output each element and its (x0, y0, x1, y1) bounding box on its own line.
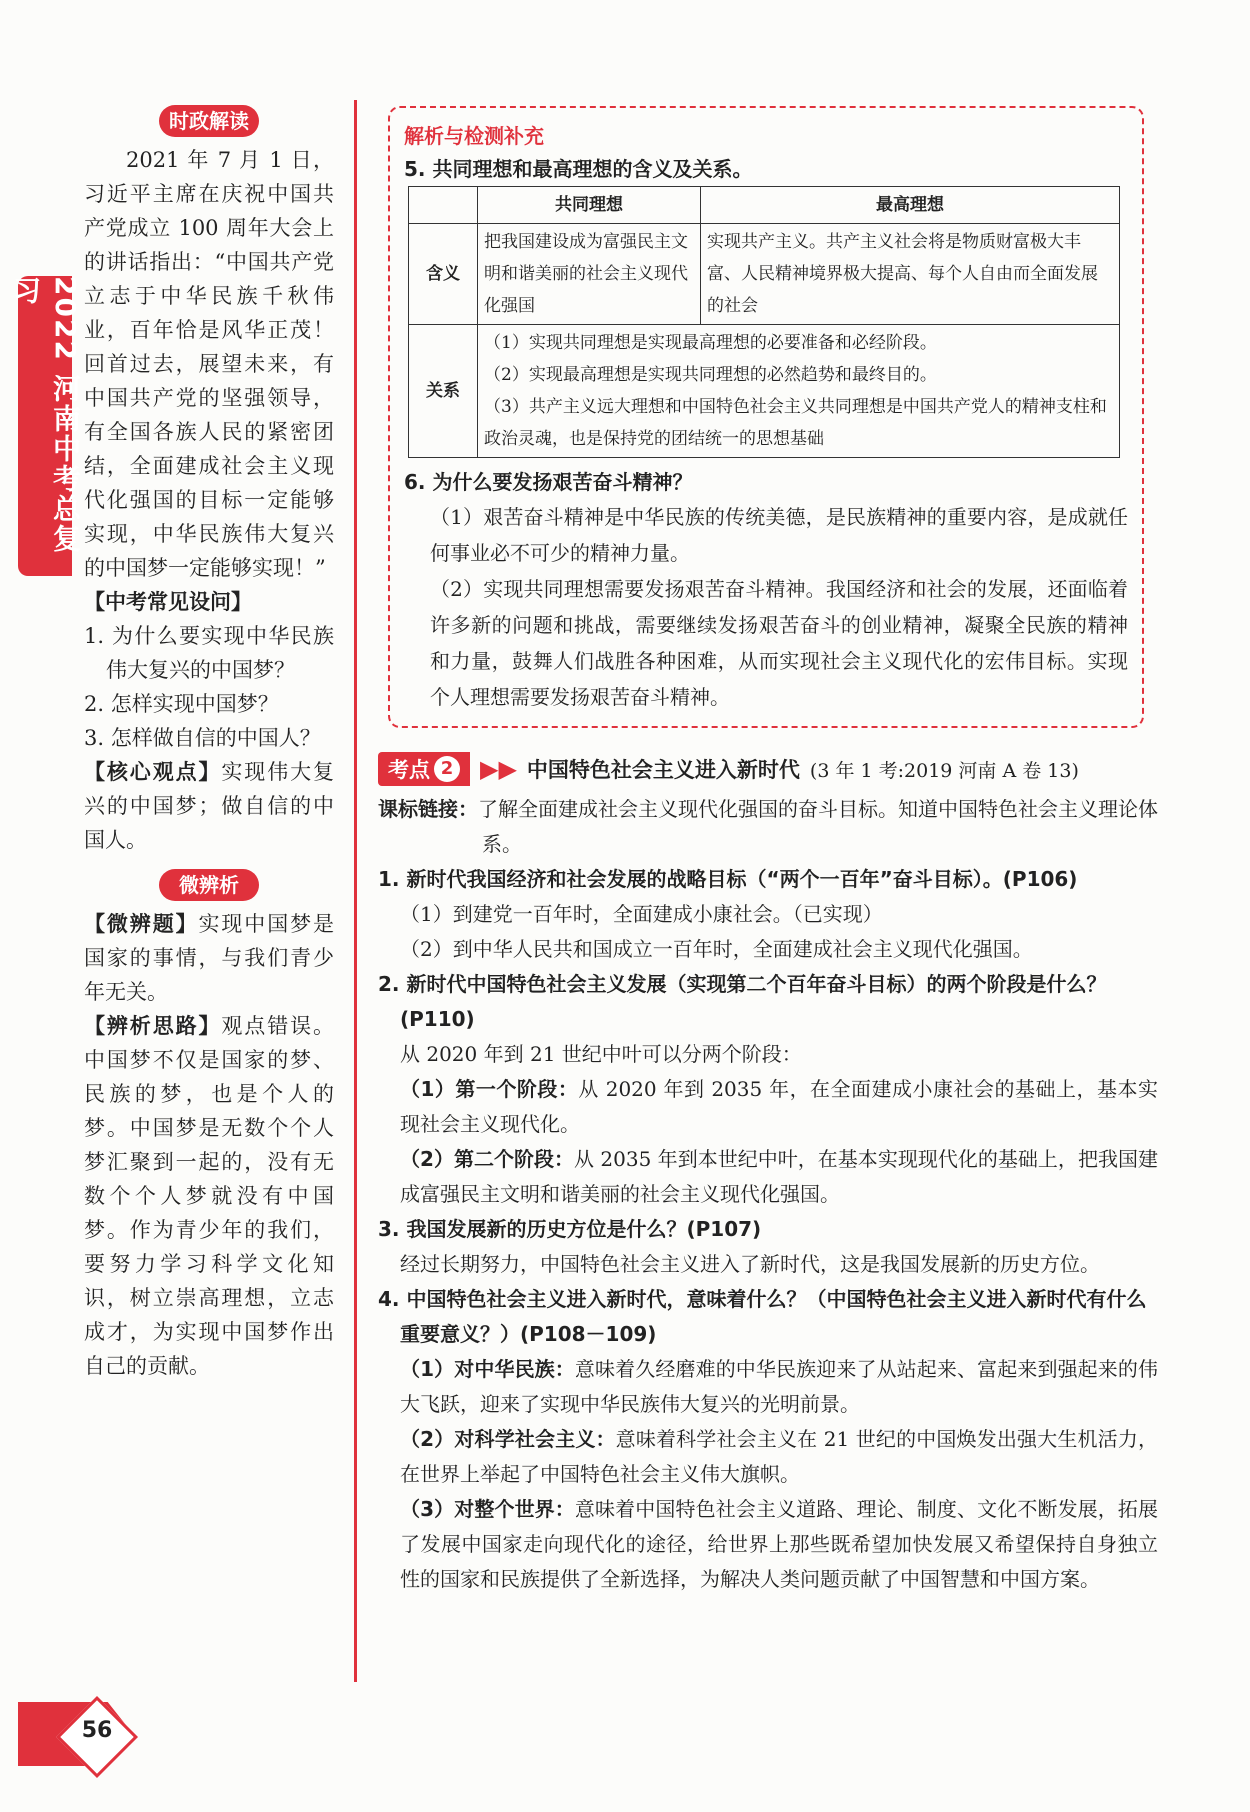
answer-line: （1）第一个阶段：从 2020 年到 2035 年，在全面建成小康社会的基础上，基本实现社会主义现代化。 (400, 1077, 1158, 1136)
answer-line: （2）对科学社会主义：意味着科学社会主义在 21 世纪的中国焕发出强大生机活力，在世界上举起了中国特色社会主义伟大旗帜。 (400, 1427, 1158, 1486)
page-number: 56 (81, 1718, 113, 1743)
kaodian-badge: 考点 2 (378, 752, 470, 786)
list-item: 2. 怎样实现中国梦？ (84, 692, 279, 716)
supplement-box (388, 106, 1144, 728)
table-header: 最高理想 (701, 187, 1120, 224)
list-item: 3. 怎样做自信的中国人？ (84, 726, 321, 750)
answer-6-2: （2）实现共同理想需要发扬艰苦奋斗精神。我国经济和社会的发展，还面临着许多新的问题和挑战，需要继续发扬艰苦奋斗的创业精神，凝聚全民族的精神和力量，鼓舞人们战胜各种困难，从而实现社会主义现代化的宏伟目标。实现个人理想需要发扬艰苦奋斗精神。 (430, 577, 1128, 709)
left-sidebar (84, 105, 334, 1383)
answer-line: 经过长期努力，中国特色社会主义进入了新时代，这是我国发展新的历史方位。 (400, 1252, 1100, 1276)
answer-line: （2）第二个阶段：从 2035 年到本世纪中叶，在基本实现现代化的基础上，把我国建成富强民主文明和谐美丽的社会主义现代化强国。 (400, 1147, 1158, 1206)
table-header-blank (409, 187, 478, 224)
row-label: 含义 (409, 224, 478, 325)
answer-line: （2）到中华人民共和国成立一百年时，全面建成社会主义现代化强国。 (400, 937, 1033, 961)
answer-6-1: （1）艰苦奋斗精神是中华民族的传统美德，是民族精神的重要内容，是成就任何事业必不可少的精神力量。 (430, 505, 1128, 565)
mini-question: 【微辨题】实现中国梦是国家的事情，与我们青少年无关。 (84, 912, 334, 1004)
question-4: 4. 中国特色社会主义进入新时代，意味着什么？（中国特色社会主义进入新时代有什么重要意义？）(P108－109) (378, 1287, 1147, 1346)
side-tab: 2022 河南中考总复习 (18, 276, 72, 576)
question-2: 2. 新时代中国特色社会主义发展（实现第二个百年奋斗目标）的两个阶段是什么？(P110) (378, 972, 1107, 1031)
news-badge: 时政解读 (159, 105, 259, 137)
column-divider (354, 100, 357, 1682)
analysis-thought: 【辨析思路】观点错误。中国梦不仅是国家的梦、民族的梦，也是个人的梦。中国梦是无数个个人梦汇聚到一起的，没有无数个个人梦就没有中国梦。作为青少年的我们，要努力学习科学文化知识，树立崇高理想，立志成才，为实现中国梦作出自己的贡献。 (84, 1014, 335, 1378)
answer-line: （3）对整个世界：意味着中国特色社会主义道路、理论、制度、文化不断发展，拓展了发展中国家走向现代化的途径，给世界上那些既希望加快发展又希望保持自身独立性的国家和民族提供了全新选择，为解决人类问题贡献了中国智慧和中国方案。 (400, 1497, 1159, 1591)
answer-line: （1）到建党一百年时，全面建成小康社会。（已实现） (400, 902, 883, 926)
table-cell: 把我国建设成为富强民主文明和谐美丽的社会主义现代化强国 (478, 224, 701, 325)
row-label: 关系 (409, 325, 478, 458)
common-questions-title: 【中考常见设问】 (84, 590, 252, 614)
kaodian-title: 中国特色社会主义进入新时代 (526, 758, 800, 782)
table-header: 共同理想 (478, 187, 701, 224)
question-1: 1. 新时代我国经济和社会发展的战略目标（“两个一百年”奋斗目标）。(P106) (378, 867, 1078, 891)
answer-line: （1）对中华民族：意味着久经磨难的中华民族迎来了从站起来、富起来到强起来的伟大飞跃，迎来了实现中华民族伟大复兴的光明前景。 (400, 1357, 1159, 1416)
question-5: 5. 共同理想和最高理想的含义及关系。 (404, 157, 753, 181)
kaodian-header (378, 752, 1158, 786)
curriculum-link: 课标链接：了解全面建成社会主义现代化强国的奋斗目标。知道中国特色社会主义理论体系。 (378, 797, 1158, 856)
question-3: 3. 我国发展新的历史方位是什么？(P107) (378, 1217, 762, 1241)
table-cell: （1）实现共同理想是实现最高理想的必要准备和必经阶段。 （2）实现最高理想是实现共同理想的必然趋势和最终目的。 （3）共产主义远大理想和中国特色社会主义共同理想是中国共产党人的精神支柱和政治灵魂，也是保持党的团结统一的思想基础 (478, 325, 1120, 458)
supplement-title: 解析与检测补充 (404, 124, 544, 148)
answer-line: 从 2020 年到 21 世纪中叶可以分两个阶段： (400, 1042, 802, 1066)
common-questions-list (84, 619, 334, 755)
table-cell: 实现共产主义。共产主义社会将是物质财富极大丰富、人民精神境界极大提高、每个人自由而全面发展的社会 (701, 224, 1120, 325)
core-view: 【核心观点】实现伟大复兴的中国梦；做自信的中国人。 (84, 760, 335, 852)
news-text: 2021 年 7 月 1 日，习近平主席在庆祝中国共产党成立 100 周年大会上的讲话指出：“中国共产党立志于中华民族千秋伟业，百年恰是风华正茂！回首过去，展望未来，有中国共产党的坚强领导，有全国各族人民的紧密团结，全面建成社会主义现代化强国的目标一定能够实现，中华民族伟大复兴的中国梦一定能够实现！” (84, 148, 334, 580)
ideals-table (408, 186, 1120, 458)
double-arrow-icon: ▶▶ (480, 755, 517, 783)
analysis-badge: 微辨析 (159, 869, 259, 901)
question-6: 6. 为什么要发扬艰苦奋斗精神？ (404, 470, 693, 494)
main-content (378, 752, 1158, 1597)
kaodian-meta: (3 年 1 考:2019 河南 A 卷 13) (809, 759, 1079, 782)
list-item: 1. 为什么要实现中华民族伟大复兴的中国梦？ (84, 624, 334, 682)
